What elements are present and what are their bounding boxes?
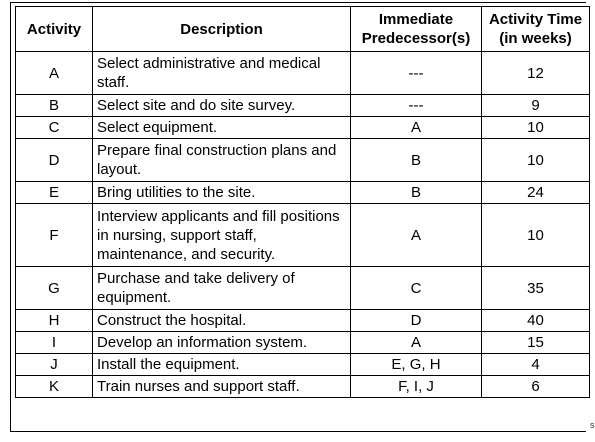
cell-time: 6: [482, 376, 590, 398]
cell-description: Purchase and take delivery of equipment.: [93, 267, 351, 310]
table-row: [16, 95, 590, 117]
cell-predecessor: B: [351, 139, 482, 182]
cell-description: Bring utilities to the site.: [93, 182, 351, 204]
cell-predecessor: ---: [351, 95, 482, 117]
cell-time: 12: [482, 52, 590, 95]
cell-description: Select administrative and medical staff.: [93, 52, 351, 95]
table-row: [16, 139, 590, 182]
cell-time: 9: [482, 95, 590, 117]
activity-table: [15, 6, 590, 398]
cell-activity: F: [16, 204, 93, 267]
cell-predecessor: C: [351, 267, 482, 310]
table-row: [16, 182, 590, 204]
cell-time: 24: [482, 182, 590, 204]
cell-description: Prepare final construction plans and layout.: [93, 139, 351, 182]
cell-description: Train nurses and support staff.: [93, 376, 351, 398]
cell-activity: E: [16, 182, 93, 204]
header-description: Description: [93, 7, 351, 52]
cell-time: 35: [482, 267, 590, 310]
cell-description: Interview applicants and fill positions in nursing, support staff, maintenance, and security.: [93, 204, 351, 267]
cell-predecessor: ---: [351, 52, 482, 95]
cell-description: Select site and do site survey.: [93, 95, 351, 117]
cell-activity: K: [16, 376, 93, 398]
cell-predecessor: A: [351, 117, 482, 139]
cell-description: Select equipment.: [93, 117, 351, 139]
cell-activity: J: [16, 354, 93, 376]
cell-activity: D: [16, 139, 93, 182]
cell-time: 10: [482, 117, 590, 139]
cell-description: Develop an information system.: [93, 332, 351, 354]
table-row: [16, 332, 590, 354]
cell-activity: C: [16, 117, 93, 139]
header-predecessor: Immediate Predecessor(s): [351, 7, 482, 52]
header-time: Activity Time (in weeks): [482, 7, 590, 52]
cell-predecessor: D: [351, 310, 482, 332]
table-row: [16, 354, 590, 376]
cell-time: 15: [482, 332, 590, 354]
table-row: [16, 376, 590, 398]
cell-time: 4: [482, 354, 590, 376]
cell-activity: G: [16, 267, 93, 310]
cell-time: 10: [482, 139, 590, 182]
cell-activity: A: [16, 52, 93, 95]
cell-activity: I: [16, 332, 93, 354]
table-row: [16, 204, 590, 267]
cell-predecessor: F, I, J: [351, 376, 482, 398]
cell-time: 10: [482, 204, 590, 267]
table-row: [16, 267, 590, 310]
cell-activity: H: [16, 310, 93, 332]
header-activity: Activity: [16, 7, 93, 52]
cell-description: Construct the hospital.: [93, 310, 351, 332]
edge-mark: s: [590, 420, 595, 430]
table-row: [16, 310, 590, 332]
cell-predecessor: A: [351, 204, 482, 267]
table-row: [16, 52, 590, 95]
table-row: [16, 117, 590, 139]
cell-predecessor: B: [351, 182, 482, 204]
cell-predecessor: A: [351, 332, 482, 354]
cell-time: 40: [482, 310, 590, 332]
cell-activity: B: [16, 95, 93, 117]
header-row: [16, 7, 590, 52]
cell-description: Install the equipment.: [93, 354, 351, 376]
cell-predecessor: E, G, H: [351, 354, 482, 376]
